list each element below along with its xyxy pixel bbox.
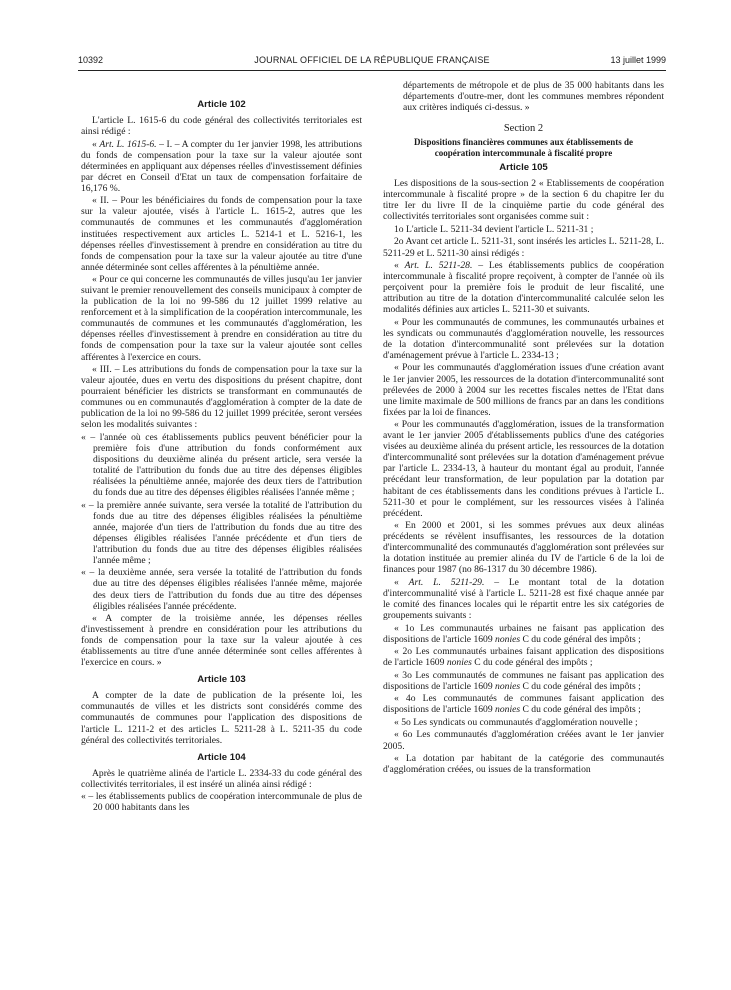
paragraph: « II. – Pour les bénéficiaires du fonds de compensation pour la taxe sur la valeur ajoutée, visés à l'article L. 1615-2, autres que les communautés de communes et les communautés d'agglomération instituées respectivement aux articles L. 5214-1 et L. 5216-1, les dépenses réelles d'investissement à prendre en considération au titre du fonds de compensation pour la taxe sur la valeur ajoutée au titre d'une année déterminée sont celles afférentes à la pénultième année.	[81, 195, 362, 273]
paragraph	[383, 577, 664, 621]
quote-mark: «	[394, 576, 409, 588]
category-text: « 4o Les communautés de communes faisant application des dispositions de l'article 1609	[383, 693, 664, 716]
right-column	[383, 80, 664, 975]
paragraph: Les dispositions de la sous-section 2 « Etablissements de coopération intercommunale à fiscalité propre » de la section 6 du chapitre Ier du titre Ier du livre II de la cinquième partie du code général des collectivités territoriales sont organisées comme suit :	[383, 178, 664, 223]
quote-mark: «	[394, 260, 405, 272]
category-item: « 6o Les communautés d'agglomération créées avant le 1er janvier 2005.	[383, 729, 664, 752]
paragraph-text: – I. – A compter du 1er janvier 1998, les attributions du fonds de compensation pour la taxe sur la valeur ajoutée sont déterminées en appliquant aux dépenses réelles d'investissement définies par décret en Conseil d'Etat un taux de compensation forfaitaire de 16,176 %.	[81, 138, 362, 194]
paragraph: A compter de la date de publication de la présente loi, les communautés de villes et les districts sont considérés comme des communautés de communes pour l'application des dispositions de l'article L. 1211-2 et des articles L. 5211-28 à L. 5211-35 du code général des collectivités territoriales.	[81, 690, 362, 746]
paragraph-text: – Les établissements publics de coopération intercommunale à fiscalité propre reçoivent, à compter de l'année où ils perçoivent pour la première fois le produit de leur fiscalité, une attribution au titre de la dotation d'intercommunalité calculée selon les modalités définies aux articles L. 5211-30 et suivants.	[383, 260, 664, 316]
paragraph: L'article L. 1615-6 du code général des collectivités territoriales est ainsi rédigé :	[81, 115, 362, 138]
category-item	[383, 670, 664, 692]
italic-term: nonies	[495, 680, 521, 692]
category-item	[383, 693, 664, 715]
article-103-title: Article 103	[197, 674, 246, 686]
article-reference: Art. L. 5211-29.	[408, 576, 485, 588]
article-reference: Art. L. 1615-6.	[99, 138, 157, 150]
category-item: « 5o Les syndicats ou communautés d'agglomération nouvelle ;	[394, 716, 638, 728]
article-105-title: Article 105	[499, 162, 548, 174]
paragraph: Après le quatrième alinéa de l'article L. 2334-33 du code général des collectivités territoriales, il est inséré un alinéa ainsi rédigé :	[81, 767, 362, 790]
list-item: « – la deuxième année, sera versée la totalité de l'attribution du fonds due au titre des dépenses éligibles réalisées l'année même, majorée des deux tiers de l'attribution du fonds due au titre des dépenses éligibles réalisées l'année précédente.	[81, 567, 362, 612]
list-item: « – l'année où ces établissements publics peuvent bénéficier pour la première fois d'une attribution du fonds conformément aux dispositions du deuxième alinéa du présent article, sera versée la totalité de l'attribution du fonds due au titre des dépenses éligibles réalisées la pénultième année, majorée des deux tiers de l'attribution du fonds due au titre des dépenses éligibles réalisées l'année même ;	[81, 431, 362, 499]
category-text: « 3o Les communautés de communes ne faisant pas application des dispositions de l'article 1609	[383, 669, 664, 692]
section-subtitle: Dispositions financières communes aux établissements de coopération intercommunale à fiscalité propre	[413, 137, 634, 159]
paragraph	[383, 260, 664, 315]
header-rule	[78, 70, 666, 71]
issue-date: 13 juillet 1999	[610, 55, 666, 65]
paragraph: « En 2000 et 2001, si les sommes prévues aux deux alinéas précédents se révèlent insuffisantes, les ressources de la dotation d'intercommunalité des communautés d'agglomération sont prélevées sur la dotation instituée au premier alinéa du IV de l'article 6 de la loi de finances pour 1987 (no 86-1317 du 30 décembre 1986).	[383, 520, 664, 576]
category-text: C du code général des impôts ;	[520, 680, 641, 692]
category-text: C du code général des impôts ;	[520, 704, 641, 716]
paragraph: 2o Avant cet article L. 5211-31, sont insérés les articles L. 5211-28, L. 5211-29 et L. 5211-30 ainsi rédigés :	[383, 236, 664, 259]
italic-term: nonies	[446, 657, 472, 669]
paragraph: « Pour ce qui concerne les communautés de villes jusqu'au 1er janvier suivant le premier renouvellement des conseils municipaux à compter de la publication de la loi no 99-586 du 12 juillet 1999 relative au renforcement et à la simplification de la coopération intercommunale, les communautés de communes et les communautés d'agglomération, les dépenses réelles d'investissement à prendre en considération au titre du fonds de compensation pour la taxe sur la valeur ajoutée sont celles afférentes à l'exercice en cours.	[81, 274, 362, 363]
list-item: « – la première année suivante, sera versée la totalité de l'attribution du fonds due au titre des dépenses éligibles réalisées la pénultième année, majorée d'un tiers de l'attribution du fonds due au titre des dépenses éligibles réalisées l'année précédente et d'un tiers de l'attribution du fonds due au titre des dépenses éligibles réalisées l'année même ;	[81, 499, 362, 566]
quote-mark: «	[92, 138, 100, 150]
article-reference: Art. L. 5211-28.	[404, 260, 473, 272]
category-text: C du code général des impôts ;	[471, 657, 593, 669]
paragraph-text: – Le montant total de la dotation d'intercommunalité visé à l'article L. 5211-28 est fixé chaque année par le comité des finances locales qui le répartit entre les six catégories de groupements suivants :	[383, 576, 664, 622]
journal-title: JOURNAL OFFICIEL DE LA RÉPUBLIQUE FRANÇAISE	[254, 55, 490, 65]
paragraph: « III. – Les attributions du fonds de compensation pour la taxe sur la valeur ajoutée, dues en vertu des dispositions du présent chapitre, dont pourraient bénéficier les districts se transformant en communautés de communes ou en communautés d'agglomération à compter de la date de publication de la loi no 99-586 du 12 juillet 1999 précitée, seront versées selon les modalités suivantes :	[81, 364, 362, 431]
section-title: Section 2	[503, 123, 544, 135]
article-102-title: Article 102	[197, 99, 246, 110]
page-number: 10392	[78, 55, 104, 65]
paragraph: « A compter de la troisième année, les dépenses réelles d'investissement à prendre en considération pour les attributions du fonds de compensation pour la taxe sur la valeur ajoutée à ces établissements au titre d'une année déterminée sont celles afférentes à l'exercice en cours. »	[81, 613, 362, 669]
paragraph: « Pour les communautés d'agglomération, issues de la transformation avant le 1er janvier 2005 d'établissements publics d'une des catégories visées au deuxième alinéa du présent article, les ressources de la dotation d'intercommunalité sont prélevées sur la dotation d'aménagement prévue par l'article L. 2334-13, à hauteur du montant égal au produit, l'année précédant leur transformation, de leur population par la dotation par habitant de ces établissements dans les conditions prévues à l'article L. 5211-30 et pour le complément, sur les ressources visées à l'alinéa précédent.	[383, 419, 664, 519]
paragraph: « La dotation par habitant de la catégorie des communautés d'agglomération créées, ou issues de la transformation	[383, 753, 664, 776]
category-text: « 2o Les communautés urbaines faisant application des dispositions de l'article 1609	[383, 646, 664, 669]
italic-term: nonies	[495, 704, 521, 716]
paragraph: « Pour les communautés de communes, les communautés urbaines et les syndicats ou communautés d'agglomération nouvelle, les ressources de la dotation d'intercommunalité sont prélevées sur la dotation d'aménagement prévue à l'article L. 2334-13 ;	[383, 316, 664, 361]
paragraph: 1o L'article L. 5211-34 devient l'article L. 5211-31 ;	[394, 223, 594, 235]
category-text: « 1o Les communautés urbaines ne faisant pas application des dispositions de l'article 1609	[383, 622, 664, 645]
paragraph	[81, 139, 362, 194]
category-text: C du code général des impôts ;	[520, 633, 641, 645]
paragraph: « Pour les communautés d'agglomération issues d'une création avant le 1er janvier 2005, les ressources de la dotation d'intercommunalité sont prélevées de 2000 à 2004 sur les recettes fiscales nettes de l'Etat dans une limite maximale de 500 millions de francs par an dans les conditions fixées par la loi de finances.	[383, 362, 664, 418]
page-header	[78, 55, 666, 69]
category-item	[383, 623, 664, 645]
article-104-title: Article 104	[197, 751, 246, 763]
italic-term: nonies	[495, 633, 521, 645]
category-item	[383, 646, 664, 668]
paragraph-continuation: départements de métropole et de plus de 35 000 habitants dans les départements d'outre-mer, dont les communes membres répondent aux critères indiqués ci-dessus. »	[403, 80, 664, 114]
left-column	[81, 80, 362, 975]
list-item: « – les établissements publics de coopération intercommunale de plus de 20 000 habitants dans les	[81, 791, 362, 814]
